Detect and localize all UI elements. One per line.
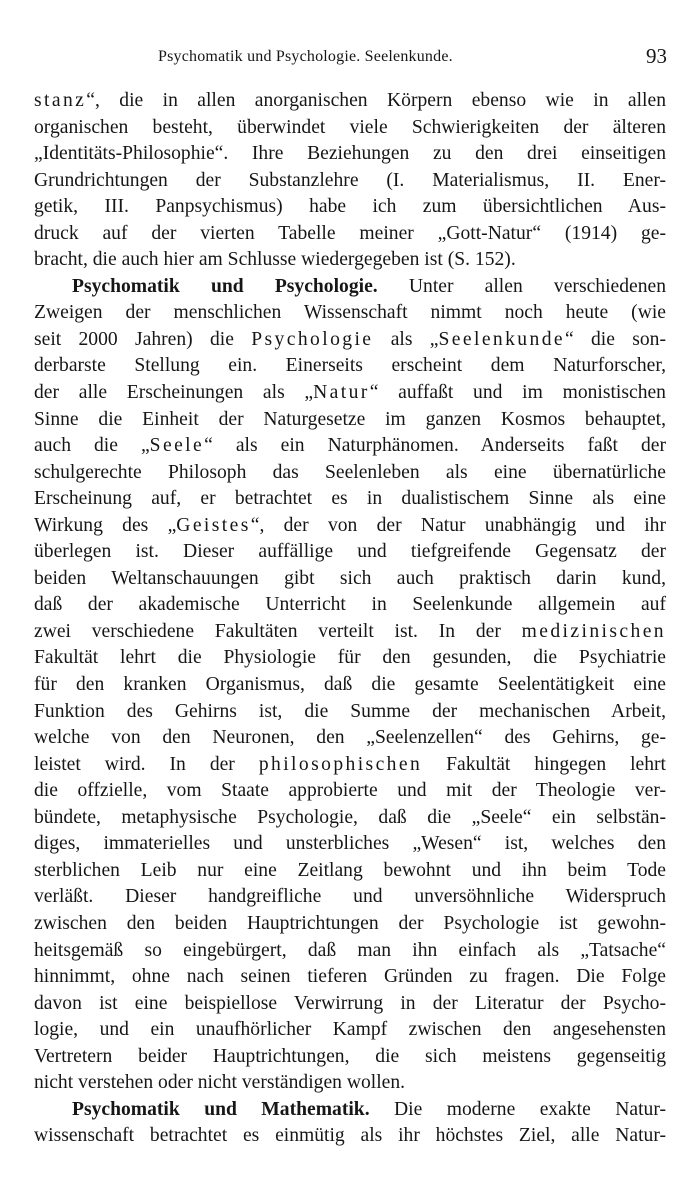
text-line (34, 964, 666, 991)
spaced-emphasis: Seele (149, 435, 205, 457)
text-line (34, 645, 666, 672)
text-run: überlegen ist. Dieser auffällige und tiefgreifende Gegensatz der (34, 541, 666, 563)
text-line (34, 141, 666, 168)
text-line (34, 115, 666, 142)
page-number: 93 (646, 44, 667, 68)
text-line (34, 274, 666, 301)
text-run: beiden Weltanschauungen gibt sich auch praktisch darin kund, (34, 567, 666, 589)
section-heading: Psychomatik und Mathematik. (72, 1098, 370, 1120)
text-line (34, 884, 666, 911)
text-line (34, 991, 666, 1018)
text-line (34, 1070, 666, 1097)
text-run: Die moderne exakte Natur- (369, 1098, 666, 1120)
text-run: bracht, die auch hier am Schlusse wiedergegeben ist (S. 152). (34, 249, 516, 271)
text-run: “ die son- (565, 328, 666, 350)
spaced-emphasis: philosophischen (258, 753, 423, 775)
text-line (34, 831, 666, 858)
spaced-emphasis: Psychologie (251, 328, 374, 350)
text-line (34, 725, 666, 752)
text-run: Zweigen der menschlichen Wissenschaft nimmt noch heute (wie (34, 302, 666, 324)
text-line (34, 805, 666, 832)
text-line (34, 380, 666, 407)
text-run: Unter allen verschiedenen (377, 275, 666, 297)
text-run: hinnimmt, ohne nach seinen tieferen Gründen zu fragen. Die Folge (34, 966, 666, 988)
spaced-emphasis: Geistes (176, 514, 251, 536)
text-line (34, 88, 666, 115)
text-run: zwei verschiedene Fakultäten verteilt ist. In der (34, 620, 522, 642)
paragraph (34, 88, 666, 274)
text-run: logie, und ein unaufhörlicher Kampf zwischen den angesehensten (34, 1019, 666, 1041)
text-run: heitsgemäß so eingebürgert, daß man ihn einfach als „Tatsache“ (34, 939, 666, 961)
text-run: Funktion des Gehirns ist, die Summe der mechanischen Arbeit, (34, 700, 666, 722)
text-run: getik, III. Panpsychismus) habe ich zum übersichtlichen Aus- (34, 196, 666, 218)
text-line (34, 486, 666, 513)
text-run: davon ist eine beispiellose Verwirrung in der Literatur der Psycho- (34, 992, 666, 1014)
text-run: leistet wird. In der (34, 753, 259, 775)
text-run: derbarste Stellung ein. Einerseits erscheint dem Naturforscher, (34, 355, 666, 377)
text-run: daß der akademische Unterricht in Seelenkunde allgemein auf (34, 594, 666, 616)
text-run: “, der von der Natur unabhängig und ihr (250, 514, 666, 536)
text-run: seit 2000 Jahren) die (34, 328, 252, 350)
spaced-emphasis: Natur (313, 382, 370, 404)
text-run: auch die „ (34, 435, 150, 457)
text-run: Grundrichtungen der Substanzlehre (I. Materialismus, II. Ener- (34, 169, 666, 191)
text-line (34, 221, 666, 248)
text-line (34, 858, 666, 885)
text-run: „Identitäts-Philosophie“. Ihre Beziehungen zu den drei einseitigen (34, 143, 666, 165)
text-line (34, 300, 666, 327)
text-run: zwischen den beiden Hauptrichtungen der Psychologie ist gewohn- (34, 912, 666, 934)
text-run: “, die in allen anorganischen Körpern ebenso wie in allen (86, 90, 666, 111)
text-line (34, 619, 666, 646)
spaced-emphasis: stanz (34, 90, 87, 111)
text-line (34, 911, 666, 938)
text-line (34, 1123, 666, 1150)
text-line (34, 778, 666, 805)
text-line (34, 353, 666, 380)
text-line (34, 938, 666, 965)
text-run: Sinne die Einheit der Naturgesetze im ganzen Kosmos behauptet, (34, 408, 666, 430)
text-run: Fakultät hingegen lehrt (422, 753, 667, 775)
text-run: der alle Erscheinungen als „ (34, 382, 314, 404)
text-line (34, 1017, 666, 1044)
text-run: Erscheinung auf, er betrachtet es in dualistischem Sinne als eine (34, 488, 666, 510)
text-run: als „ (373, 328, 439, 350)
text-line (34, 513, 666, 540)
text-line (34, 592, 666, 619)
text-run: “ auffaßt und im monistischen (369, 382, 666, 404)
running-header-title: Psychomatik und Psychologie. Seelenkunde. (158, 48, 453, 65)
running-header (30, 44, 667, 70)
text-line (34, 672, 666, 699)
text-run: die offzielle, vom Staate approbierte und mit der Theologie ver- (34, 780, 666, 802)
paragraph (34, 1097, 666, 1150)
text-line (34, 168, 666, 195)
text-line (34, 752, 666, 779)
text-run: bündete, metaphysische Psychologie, daß die „Seele“ ein selbstän- (34, 806, 666, 828)
paragraph (34, 274, 666, 1097)
text-line (34, 194, 666, 221)
text-line (34, 1097, 666, 1124)
text-run: wissenschaft betrachtet es einmütig als ihr höchstes Ziel, alle Natur- (34, 1125, 666, 1147)
text-line (34, 566, 666, 593)
text-run: nicht verstehen oder nicht verständigen wollen. (34, 1072, 406, 1094)
text-run: Vertretern beider Hauptrichtungen, die sich meistens gegenseitig (34, 1045, 666, 1067)
spaced-emphasis: Seelenkunde (438, 328, 565, 350)
section-heading: Psychomatik und Psychologie. (72, 275, 378, 297)
text-line (34, 327, 666, 354)
text-run: sterblichen Leib nur eine Zeitlang bewohnt und ihn beim Tode (34, 859, 666, 881)
text-line (34, 433, 666, 460)
text-line (34, 247, 666, 274)
body-text (34, 88, 666, 1150)
text-run: Fakultät lehrt die Physiologie für den gesunden, die Psychiatrie (34, 647, 666, 669)
text-run: welche von den Neuronen, den „Seelenzellen“ des Gehirns, ge- (34, 727, 666, 749)
spaced-emphasis: medizinischen (521, 620, 666, 642)
text-run: schulgerechte Philosoph das Seelenleben als eine übernatürliche (34, 461, 666, 483)
text-line (34, 407, 666, 434)
text-line (34, 460, 666, 487)
text-run: Wirkung des „ (34, 514, 177, 536)
text-line (34, 1044, 666, 1071)
text-line (34, 699, 666, 726)
text-run: “ als ein Naturphänomen. Anderseits faßt der (204, 435, 666, 457)
text-line (34, 539, 666, 566)
text-run: verläßt. Dieser handgreifliche und unversöhnliche Widerspruch (34, 886, 666, 908)
text-run: organischen besteht, überwindet viele Schwierigkeiten der älteren (34, 116, 666, 138)
text-run: druck auf der vierten Tabelle meiner „Gott-Natur“ (1914) ge- (34, 222, 666, 244)
text-run: diges, immaterielles und unsterbliches „Wesen“ ist, welches den (34, 833, 666, 855)
text-run: für den kranken Organismus, daß die gesamte Seelentätigkeit eine (34, 674, 666, 696)
